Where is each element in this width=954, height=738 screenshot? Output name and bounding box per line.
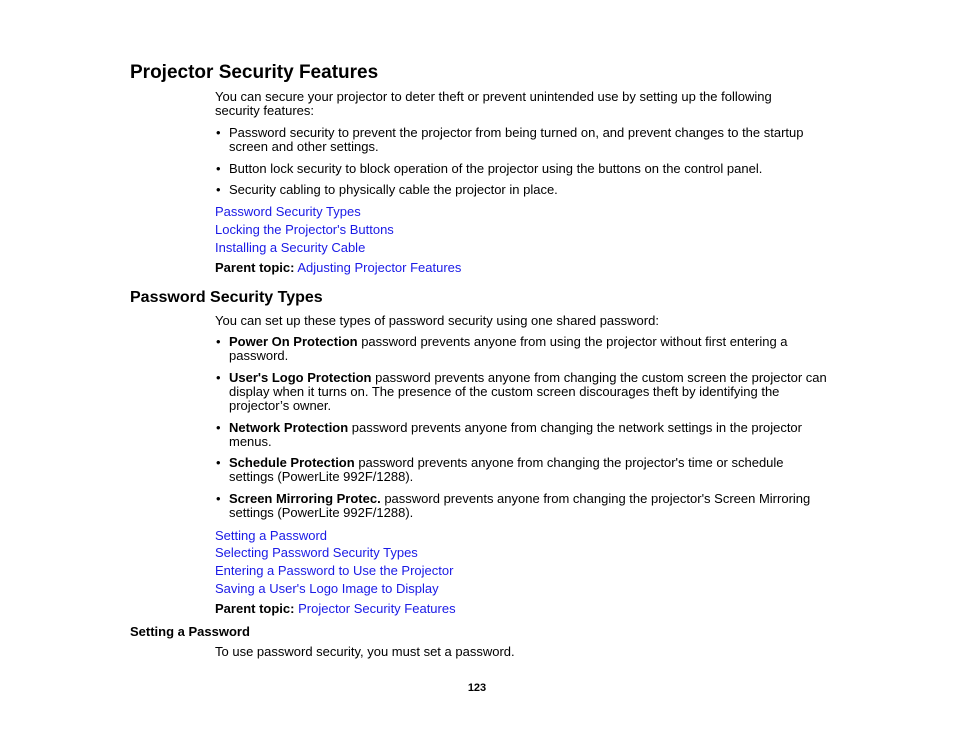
- page-title: Projector Security Features: [130, 62, 379, 83]
- bullet-marker: •: [216, 161, 221, 176]
- section-intro: To use password security, you must set a password.: [215, 644, 515, 659]
- term: Network Protection: [229, 420, 349, 435]
- parent-topic-label: Parent topic:: [215, 260, 295, 275]
- list-item: Security cabling to physically cable the projector in place.: [229, 182, 558, 197]
- list-item: [229, 421, 829, 449]
- list-item: Password security to prevent the projector from being turned on, and prevent changes to the startup screen and other settings.: [229, 125, 804, 154]
- term: User's Logo Protection: [229, 370, 372, 385]
- list-item: Button lock security to block operation of the projector using the buttons on the control panel.: [229, 161, 763, 176]
- bullet-marker: •: [216, 334, 221, 349]
- link-password-security-types[interactable]: Password Security Types: [215, 204, 361, 219]
- section-intro: You can secure your projector to deter theft or prevent unintended use by setting up the following security features:: [215, 89, 772, 118]
- link-selecting-types[interactable]: Selecting Password Security Types: [215, 545, 418, 560]
- term: Schedule Protection: [229, 455, 355, 470]
- page-number: 123: [467, 682, 487, 694]
- term-description: password prevents anyone from changing the custom screen the projector can display when it turns on. The presence of the custom screen discourages theft by identifying the projector’s owner.: [229, 370, 827, 413]
- parent-topic-label: Parent topic:: [215, 601, 295, 616]
- bullet-marker: •: [216, 420, 221, 435]
- list-item: [229, 371, 829, 413]
- term-description: password prevents anyone from using the projector without first entering a password.: [229, 334, 788, 363]
- section-title: Password Security Types: [130, 289, 323, 306]
- bullet-marker: •: [216, 455, 221, 470]
- list-item: [229, 456, 829, 484]
- link-entering-password[interactable]: Entering a Password to Use the Projector: [215, 563, 454, 578]
- link-security-cable[interactable]: Installing a Security Cable: [215, 240, 366, 255]
- bullet-marker: •: [216, 491, 221, 506]
- section-intro: You can set up these types of password security using one shared password:: [215, 313, 659, 328]
- parent-topic: [215, 602, 456, 616]
- parent-topic: [215, 261, 461, 275]
- bullet-marker: •: [216, 370, 221, 385]
- parent-topic-link[interactable]: Adjusting Projector Features: [297, 260, 462, 275]
- link-saving-logo[interactable]: Saving a User's Logo Image to Display: [215, 581, 439, 596]
- term-description: password prevents anyone from changing the network settings in the projector menus.: [229, 420, 802, 449]
- parent-topic-link[interactable]: Projector Security Features: [298, 601, 456, 616]
- term: Screen Mirroring Protec.: [229, 491, 381, 506]
- list-item: [229, 335, 829, 363]
- link-locking-buttons[interactable]: Locking the Projector's Buttons: [215, 222, 394, 237]
- term-description: password prevents anyone from changing the projector's time or schedule settings (PowerLite 992F/1288).: [229, 455, 784, 484]
- link-setting-password[interactable]: Setting a Password: [215, 528, 328, 543]
- subsection-title: Setting a Password: [130, 624, 250, 639]
- list-item: [229, 492, 829, 520]
- term-description: password prevents anyone from changing the projector's Screen Mirroring settings (PowerLite 992F/1288).: [229, 491, 811, 520]
- bullet-marker: •: [216, 182, 221, 197]
- term: Power On Protection: [229, 334, 358, 349]
- bullet-marker: •: [216, 125, 221, 140]
